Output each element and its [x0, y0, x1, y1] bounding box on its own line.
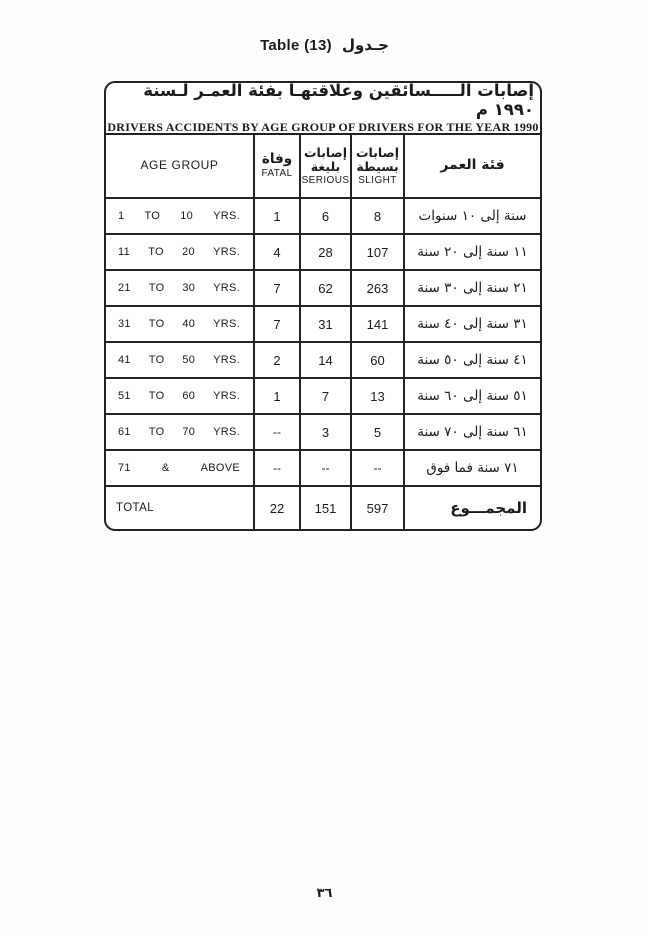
fatal-value: 1 [255, 379, 301, 413]
age-to: 10 [180, 210, 194, 222]
age-above-word: ABOVE [200, 462, 240, 474]
page-title-arabic: جـدول [341, 36, 389, 54]
age-from: 51 [118, 390, 131, 402]
col-header-serious-arabic-line2: بليغة [310, 158, 341, 174]
age-from: 41 [118, 354, 131, 366]
age-unit: YRS. [213, 318, 240, 330]
age-to-word: TO [148, 426, 165, 438]
total-slight-value: 597 [352, 487, 405, 529]
col-header-fatal [255, 135, 301, 197]
age-from: 21 [118, 282, 131, 294]
slight-value: 5 [352, 415, 405, 449]
col-header-slight-arabic-line1: إصابات [355, 144, 399, 160]
age-range-arabic: ٣١ سنة إلى ٤٠ سنة [417, 316, 528, 332]
col-header-age-group: AGE GROUP [106, 135, 255, 197]
age-from: 71 [118, 462, 131, 474]
serious-value: 31 [301, 307, 352, 341]
col-header-slight-arabic-line2: بسيطة [356, 158, 399, 174]
slight-value: 8 [352, 199, 405, 233]
age-to: 40 [182, 318, 196, 330]
total-label-arabic: المجمـــوع [450, 499, 527, 517]
page-number: ٣٦ [316, 886, 333, 901]
age-to: 30 [182, 282, 196, 294]
page-title-english: Table (13) [260, 37, 332, 54]
age-unit: YRS. [213, 426, 240, 438]
age-range-arabic: ٥١ سنة إلى ٦٠ سنة [417, 388, 528, 404]
age-unit: YRS. [213, 390, 240, 402]
table-row [106, 451, 540, 487]
age-range-arabic: ٤١ سنة إلى ٥٠ سنة [417, 352, 528, 368]
fatal-value: 7 [255, 307, 301, 341]
age-range-cell [106, 271, 255, 305]
age-from: 31 [118, 318, 131, 330]
fatal-value: 4 [255, 235, 301, 269]
age-to-word: TO [148, 390, 165, 402]
table-row [106, 379, 540, 415]
slight-value: 263 [352, 271, 405, 305]
age-to-word: TO [148, 354, 165, 366]
age-to-word: TO [148, 246, 164, 258]
age-range-arabic: ٧١ سنة فما فوق [426, 460, 519, 476]
serious-value: 7 [301, 379, 352, 413]
fatal-value: -- [255, 451, 301, 485]
age-from: 1 [118, 210, 125, 222]
col-header-slight-english: SLIGHT [358, 174, 397, 186]
age-and-word: & [161, 462, 170, 474]
serious-value: 28 [301, 235, 352, 269]
drivers-accidents-table [104, 81, 542, 531]
total-label: TOTAL [106, 487, 255, 529]
serious-value: 62 [301, 271, 352, 305]
page-title [0, 36, 649, 54]
column-header-row [106, 135, 540, 199]
table-row [106, 199, 540, 235]
age-range-cell [106, 199, 255, 233]
serious-value: 6 [301, 199, 352, 233]
age-range-arabic: سنة إلى ١٠ سنوات [418, 208, 527, 224]
table-row [106, 235, 540, 271]
age-unit: YRS. [213, 282, 240, 294]
age-to: 50 [182, 354, 196, 366]
slight-value: 141 [352, 307, 405, 341]
age-range-arabic: ٦١ سنة إلى ٧٠ سنة [417, 424, 528, 440]
age-range-cell [106, 379, 255, 413]
col-header-serious [301, 135, 352, 197]
slight-value: -- [352, 451, 405, 485]
age-to: 20 [182, 246, 195, 258]
age-from: 11 [118, 246, 131, 258]
col-header-fatal-english: FATAL [261, 168, 293, 180]
serious-value: 3 [301, 415, 352, 449]
age-to-word: TO [144, 210, 161, 222]
fatal-value: 1 [255, 199, 301, 233]
age-to-word: TO [148, 282, 165, 294]
serious-value: -- [301, 451, 352, 485]
age-range-cell [106, 307, 255, 341]
col-header-serious-arabic-line1: إصابات [303, 144, 347, 160]
age-to-word: TO [148, 318, 165, 330]
col-header-age-group-arabic: فئة العمر [440, 157, 505, 174]
table-row [106, 271, 540, 307]
fatal-value: 7 [255, 271, 301, 305]
table-caption-block [106, 83, 540, 135]
age-to: 70 [182, 426, 196, 438]
fatal-value: 2 [255, 343, 301, 377]
table-caption-english: DRIVERS ACCIDENTS BY AGE GROUP OF DRIVERS FOR THE YEAR 1990 [107, 120, 539, 135]
age-unit: YRS. [213, 210, 240, 222]
age-range-arabic: ١١ سنة إلى ٢٠ سنة [417, 244, 528, 260]
table-row [106, 415, 540, 451]
serious-value: 14 [301, 343, 352, 377]
age-range-cell [106, 415, 255, 449]
col-header-serious-english: SERIOUS [301, 174, 350, 186]
slight-value: 13 [352, 379, 405, 413]
age-range-cell [106, 235, 255, 269]
age-range-cell [106, 343, 255, 377]
age-range-cell [106, 451, 255, 485]
age-unit: YRS. [213, 354, 240, 366]
total-row [106, 487, 540, 529]
age-unit: YRS. [213, 246, 240, 258]
age-range-arabic: ٢١ سنة إلى ٣٠ سنة [417, 280, 528, 296]
table-row [106, 307, 540, 343]
fatal-value: -- [255, 415, 301, 449]
col-header-fatal-arabic: وفاة [261, 151, 293, 168]
slight-value: 107 [352, 235, 405, 269]
slight-value: 60 [352, 343, 405, 377]
total-serious-value: 151 [301, 487, 352, 529]
table-row [106, 343, 540, 379]
age-to: 60 [182, 390, 196, 402]
col-header-slight [352, 135, 405, 197]
age-from: 61 [118, 426, 131, 438]
table-caption-arabic: إصابات الـــــسائقين وعلاقتهـا بفئة العمـر لـسنة ١٩٩٠ م [143, 81, 534, 120]
total-fatal-value: 22 [255, 487, 301, 529]
